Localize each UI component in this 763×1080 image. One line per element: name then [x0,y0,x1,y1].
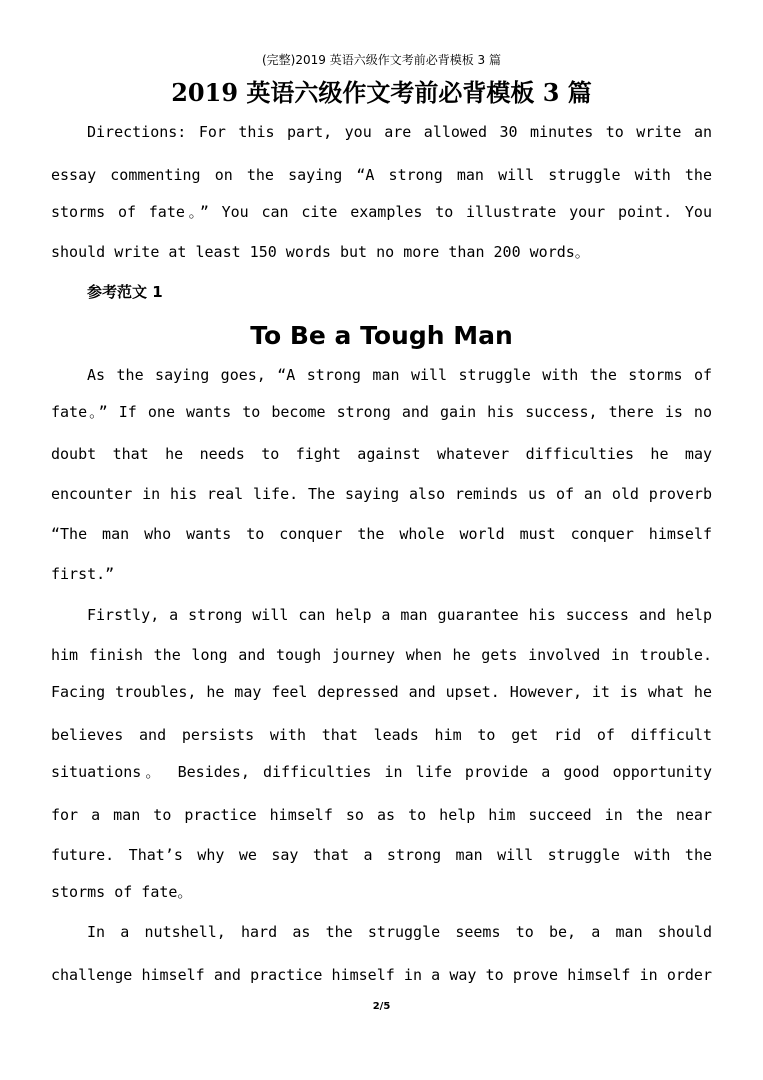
page-number: 2/5 [372,1001,391,1012]
essay-line: fate。” If one wants to become strong and gain his success, there is no [51,403,712,421]
essay-line: As the saying goes, “A strong man will struggle with the storms of [87,366,712,384]
essay-line: doubt that he needs to fight against whatever difficulties he may [51,445,712,463]
essay-line: future. That’s why we say that a strong man will struggle with the [51,846,712,864]
essay-line: for a man to practice himself so as to help him succeed in the near [51,806,712,824]
essay-line: encounter in his real life. The saying also reminds us of an old proverb [51,485,712,503]
essay-line: challenge himself and practice himself in a way to prove himself in order [51,966,712,984]
directions-line: essay commenting on the saying “A strong man will struggle with the [51,166,712,184]
document-header: (完整)2019 英语六级作文考前必背模板 3 篇 [262,53,501,67]
document-title: 2019 英语六级作文考前必背模板 3 篇 [171,78,592,107]
sample-essay-label: 参考范文 1 [87,283,163,301]
directions-line: should write at least 150 words but no more than 200 words。 [51,243,590,261]
essay-line: “The man who wants to conquer the whole world must conquer himself [51,525,712,543]
essay-line: Firstly, a strong will can help a man guarantee his success and help [87,606,712,624]
essay-line: Facing troubles, he may feel depressed and upset. However, it is what he [51,683,712,701]
essay-line: first.” [51,565,115,583]
essay-line: him finish the long and tough journey when he gets involved in trouble. [51,646,712,664]
essay-line: situations。 Besides, difficulties in life provide a good opportunity [51,763,712,781]
essay-line: storms of fate。 [51,883,193,901]
essay-line: In a nutshell, hard as the struggle seems to be, a man should [87,923,712,941]
directions-line: Directions: For this part, you are allowed 30 minutes to write an [87,123,712,141]
essay-title: To Be a Tough Man [250,321,513,350]
directions-line: storms of fate。” You can cite examples to illustrate your point. You [51,203,712,221]
essay-line: believes and persists with that leads him to get rid of difficult [51,726,712,744]
